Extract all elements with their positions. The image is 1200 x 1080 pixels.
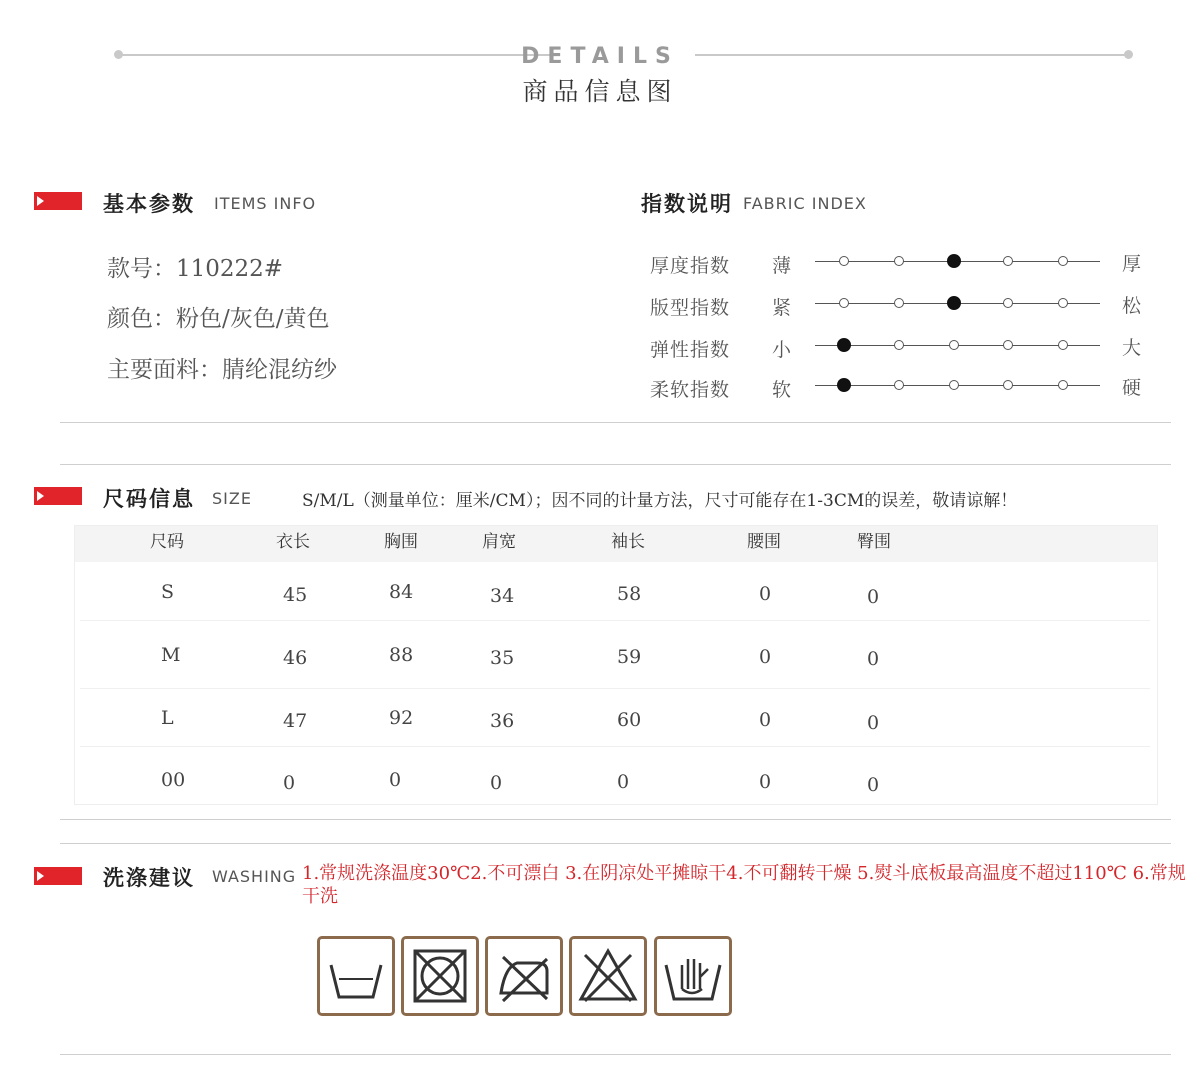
- scale-point: [1003, 340, 1013, 350]
- size-value-cell: 46: [283, 647, 308, 669]
- fabric-index-high-label: 厚: [1122, 253, 1142, 275]
- size-note: S/M/L（测量单位：厘米/CM）；因不同的计量方法，尺寸可能存在1-3CM的误差，敬请谅解！: [302, 491, 1018, 511]
- scale-point: [894, 256, 904, 266]
- scale-point: [839, 298, 849, 308]
- size-value-cell: 0: [389, 769, 402, 791]
- size-table-header-cell: 尺码: [150, 532, 184, 552]
- size-value-cell: 0: [867, 712, 880, 734]
- info-style-number: 款号：110222#: [107, 256, 284, 282]
- size-value-cell: 34: [490, 585, 515, 607]
- header-dot-right: [1124, 50, 1133, 59]
- divider: [60, 819, 1171, 820]
- no-iron-icon: [485, 936, 563, 1016]
- size-value-cell: 36: [490, 710, 515, 732]
- washing-instructions: 1.常规洗涤温度30℃2.不可漂白 3.在阴凉处平摊晾干4.不可翻转干燥 5.熨斗底板最高温度不超过110℃ 6.常规干洗: [302, 863, 1186, 907]
- size-table-row-divider: [80, 620, 1150, 621]
- size-table-header-cell: 衣长: [276, 532, 310, 552]
- size-value-cell: 59: [617, 646, 642, 668]
- fabric-title: 指数说明: [641, 192, 733, 216]
- fabric-index-scale: [815, 296, 1100, 312]
- size-value-cell: 84: [389, 581, 414, 603]
- size-value-cell: 0: [283, 772, 296, 794]
- scale-point-selected: [947, 296, 961, 310]
- hand-wash-icon: [654, 936, 732, 1016]
- scale-point: [1003, 256, 1013, 266]
- size-label-cell: M: [161, 644, 181, 666]
- fabric-index-high-label: 大: [1122, 337, 1142, 359]
- size-label-cell: S: [161, 581, 175, 603]
- scale-point: [949, 340, 959, 350]
- size-table-header-cell: 胸围: [384, 532, 418, 552]
- size-value-cell: 0: [867, 586, 880, 608]
- size-value-cell: 88: [389, 644, 414, 666]
- fabric-index-scale: [815, 338, 1100, 354]
- scale-point: [894, 340, 904, 350]
- scale-point: [1058, 298, 1068, 308]
- scale-point: [1058, 256, 1068, 266]
- size-value-cell: 0: [759, 646, 772, 668]
- divider: [60, 1054, 1171, 1055]
- info-fabric: 主要面料：腈纶混纺纱: [107, 357, 337, 383]
- size-value-cell: 0: [759, 583, 772, 605]
- fabric-index-low-label: 薄: [772, 255, 792, 277]
- size-table-header-cell: 袖长: [611, 532, 645, 552]
- divider: [60, 422, 1171, 423]
- scale-point-selected: [947, 254, 961, 268]
- size-value-cell: 0: [867, 774, 880, 796]
- fabric-index-low-label: 软: [772, 379, 792, 401]
- scale-point: [1003, 380, 1013, 390]
- no-bleach-icon: [569, 936, 647, 1016]
- fabric-index-low-label: 紧: [772, 297, 792, 319]
- fabric-index-name: 弹性指数: [650, 339, 731, 361]
- basic-title-en: ITEMS INFO: [214, 194, 317, 213]
- fabric-index-name: 柔软指数: [650, 379, 731, 401]
- header-line-left: [120, 54, 560, 56]
- header-title-cn: 商品信息图: [522, 77, 678, 106]
- header-title-en: DETAILS: [521, 44, 679, 69]
- size-value-cell: 0: [490, 772, 503, 794]
- fabric-index-name: 版型指数: [650, 297, 731, 319]
- scale-point: [949, 380, 959, 390]
- fabric-index-scale: [815, 378, 1100, 394]
- basic-title: 基本参数: [103, 192, 195, 216]
- fabric-index-name: 厚度指数: [650, 255, 731, 277]
- size-value-cell: 0: [759, 771, 772, 793]
- fabric-title-en: FABRIC INDEX: [743, 194, 867, 213]
- scale-point: [1058, 340, 1068, 350]
- fabric-index-high-label: 松: [1122, 295, 1142, 317]
- size-value-cell: 92: [389, 707, 414, 729]
- section-marker-size: [34, 487, 82, 505]
- scale-point: [1003, 298, 1013, 308]
- scale-point: [839, 256, 849, 266]
- info-color: 颜色：粉色/灰色/黄色: [107, 306, 330, 332]
- size-value-cell: 35: [490, 647, 515, 669]
- scale-point-selected: [837, 378, 851, 392]
- size-table: [74, 525, 1158, 805]
- size-value-cell: 60: [617, 709, 642, 731]
- no-tumble-dry-icon: [401, 936, 479, 1016]
- fabric-index-high-label: 硬: [1122, 377, 1142, 399]
- fabric-index-low-label: 小: [772, 339, 792, 361]
- divider: [60, 464, 1171, 465]
- size-table-header-cell: 腰围: [747, 532, 781, 552]
- size-table-row-divider: [80, 746, 1150, 747]
- size-table-row-divider: [80, 688, 1150, 689]
- size-value-cell: 0: [617, 771, 630, 793]
- scale-point: [894, 298, 904, 308]
- size-label-cell: 00: [161, 769, 186, 791]
- size-table-header-cell: 肩宽: [482, 532, 516, 552]
- section-marker-basic: [34, 192, 82, 210]
- size-label-cell: L: [161, 707, 174, 729]
- size-table-header-cell: 臀围: [857, 532, 891, 552]
- header-line-right: [695, 54, 1127, 56]
- washing-title-en: WASHING: [212, 867, 297, 886]
- size-title-en: SIZE: [212, 489, 252, 508]
- washing-title: 洗涤建议: [103, 866, 195, 890]
- scale-point: [894, 380, 904, 390]
- wash-basin-icon: [317, 936, 395, 1016]
- size-value-cell: 0: [867, 648, 880, 670]
- fabric-index-scale: [815, 254, 1100, 270]
- size-value-cell: 0: [759, 709, 772, 731]
- size-title: 尺码信息: [103, 487, 195, 511]
- scale-point-selected: [837, 338, 851, 352]
- scale-point: [1058, 380, 1068, 390]
- section-marker-washing: [34, 867, 82, 885]
- size-value-cell: 45: [283, 584, 308, 606]
- divider: [60, 843, 1171, 844]
- size-value-cell: 47: [283, 710, 308, 732]
- size-value-cell: 58: [617, 583, 642, 605]
